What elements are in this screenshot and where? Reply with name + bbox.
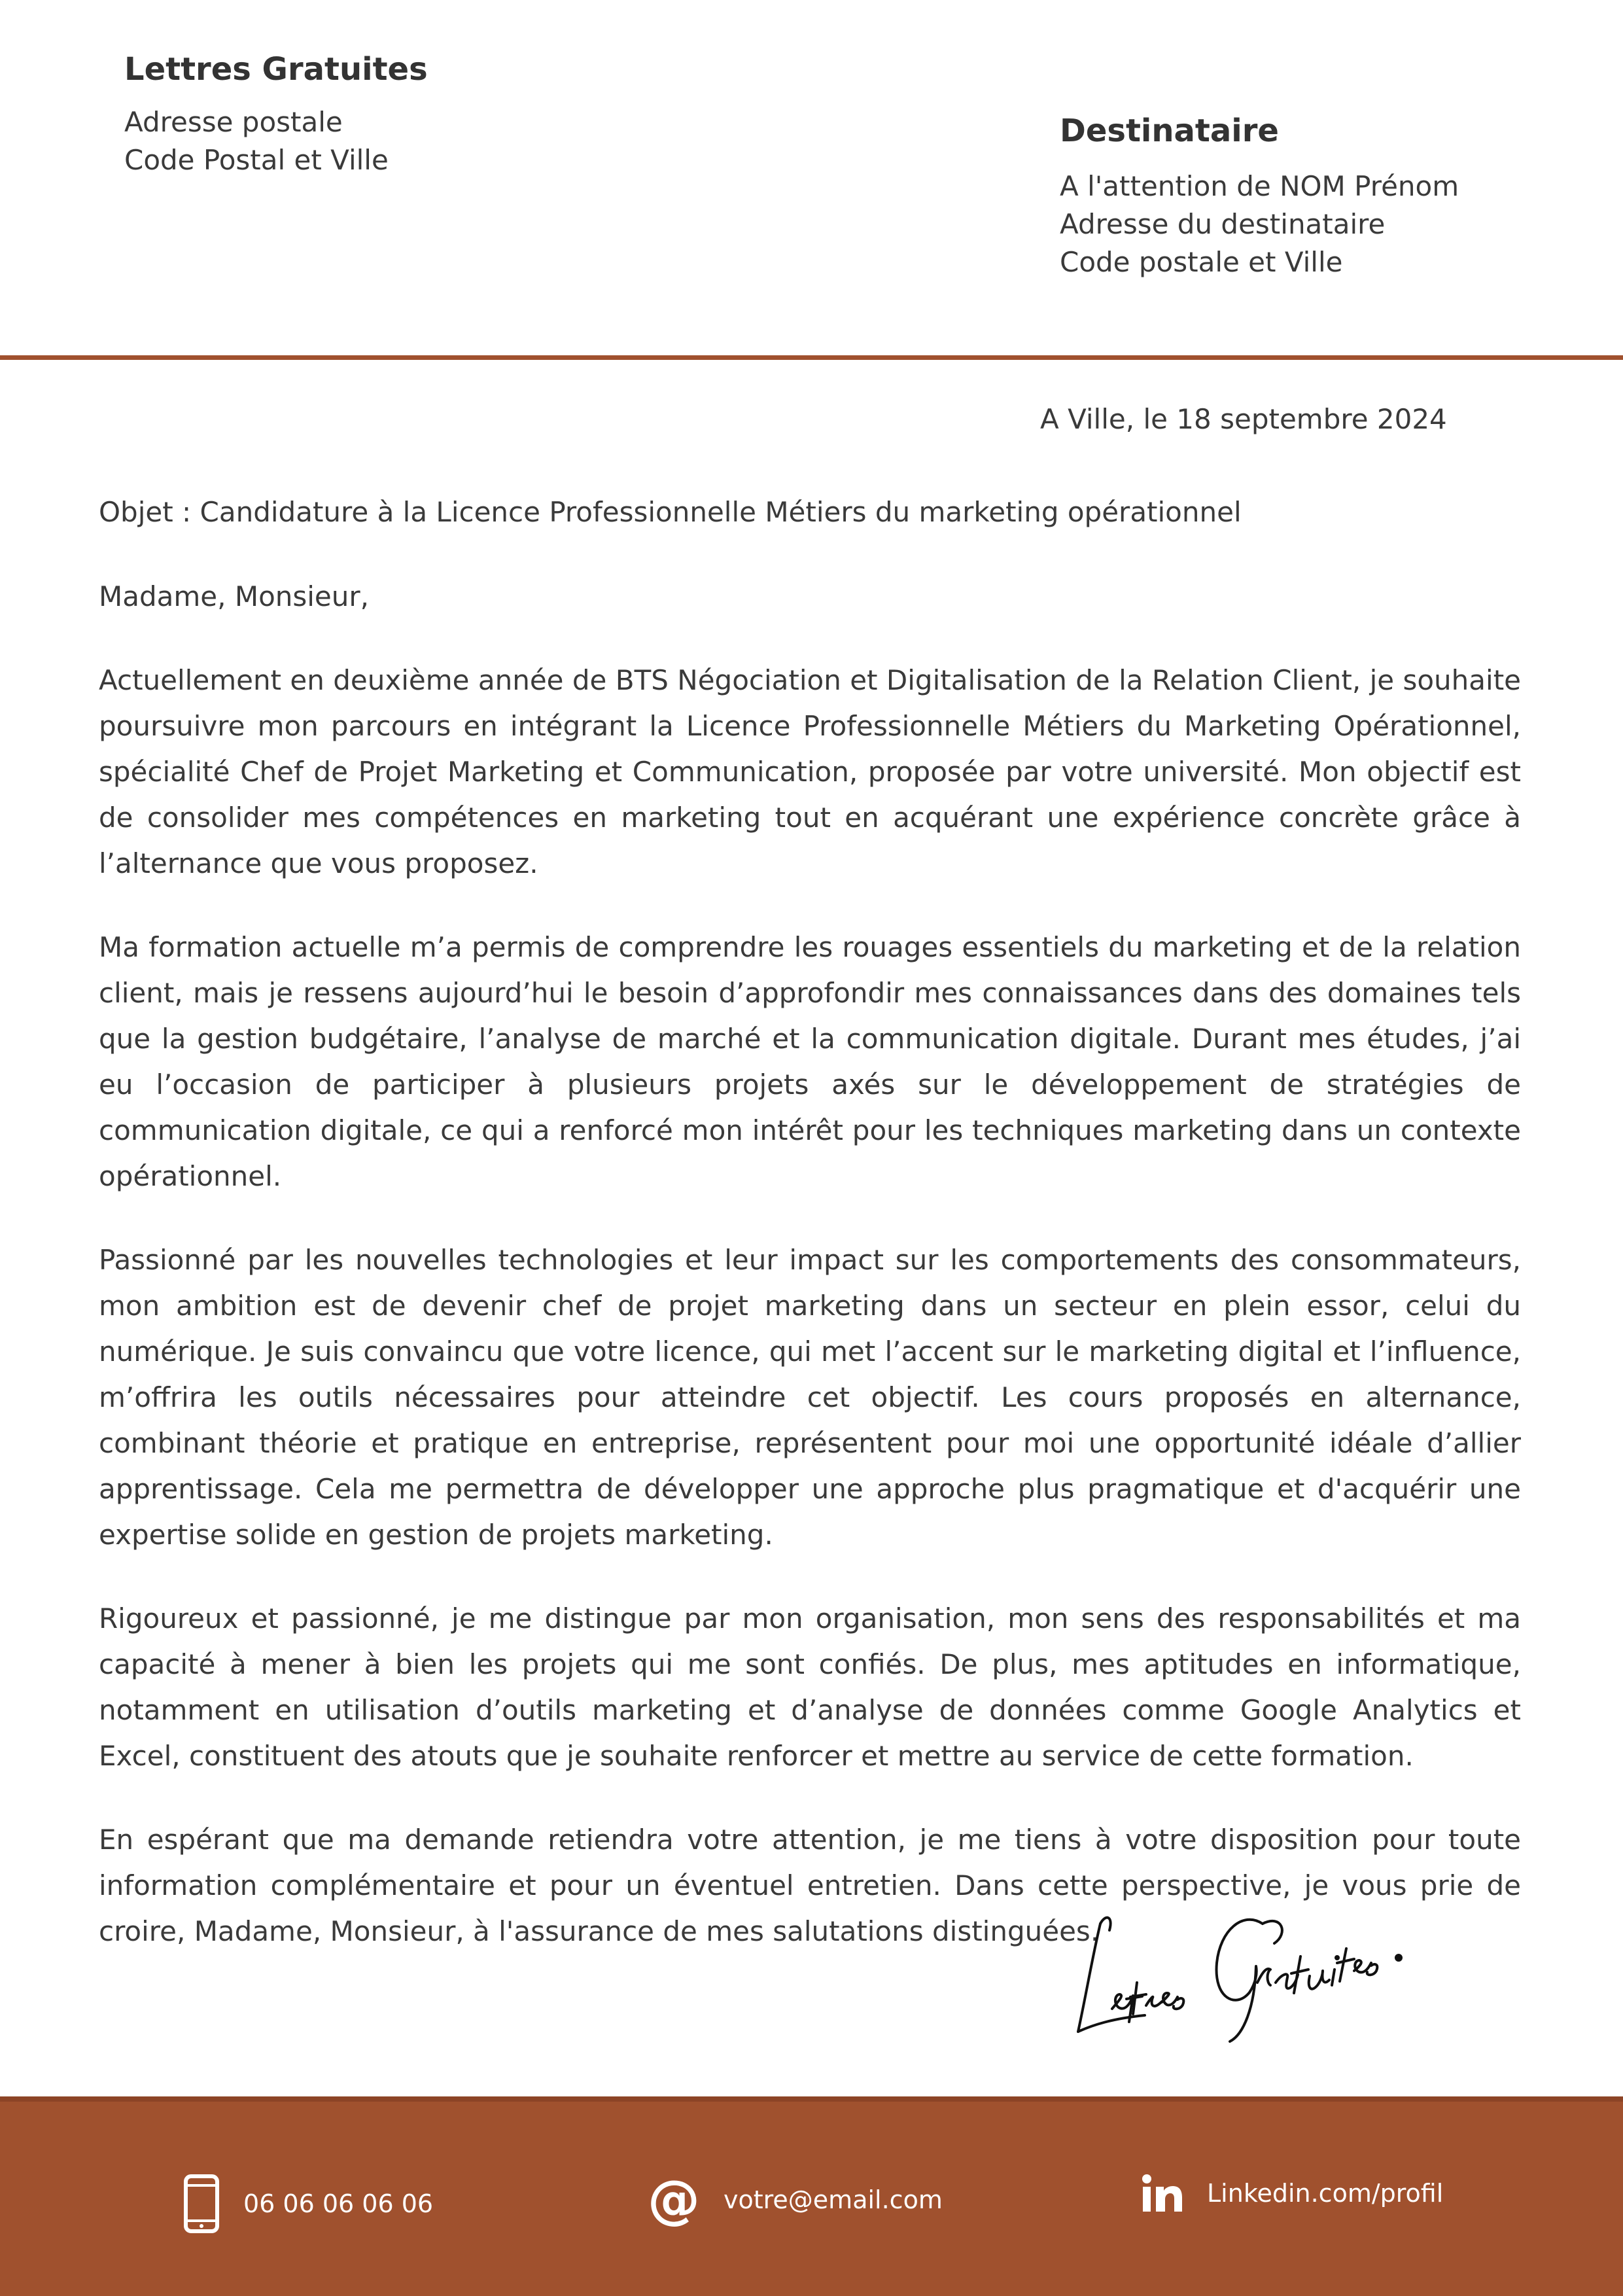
linkedin-url: Linkedin.com/profil	[1207, 2179, 1444, 2208]
recipient-city: Code postale et Ville	[1060, 245, 1343, 278]
at-icon: @	[648, 2169, 700, 2230]
header-divider	[0, 355, 1623, 360]
footer-linkedin[interactable]	[1142, 2174, 1443, 2213]
footer-email[interactable]	[648, 2169, 943, 2230]
body-paragraph: Actuellement en deuxième année de BTS Négociation et Digitalisation de la Relation Client, je souhaite poursuivre mon parcours en intégrant la Licence Professionnelle Métiers du Marketing Opérationnel, spécialité Chef de Projet Marketing et Communication, proposée par votre université. Mon objectif est de consolider mes compétences en marketing tout en acquérant une expérience concrète grâce à l’alternance que vous proposez.	[99, 664, 1521, 879]
recipient-block	[1060, 113, 1459, 281]
linkedin-icon	[1142, 2174, 1183, 2213]
letter-body	[99, 658, 1521, 1992]
recipient-attention: A l'attention de NOM Prénom	[1060, 169, 1459, 202]
phone-icon	[183, 2174, 220, 2234]
body-paragraph: Passionné par les nouvelles technologies et leur impact sur les comportements des consommateurs, mon ambition est de devenir chef de projet marketing dans un secteur en plein essor, celui du numérique. Je suis convaincu que votre licence, qui met l’accent sur le marketing digital et l’influence, m’offrira les outils nécessaires pour atteindre cet objectif. Les cours proposés en alternance, combinant théorie et pratique en entreprise, représentent pour moi une opportunité idéale d’allier apprentissage. Cela me permettra de développer une approche plus pragmatique et d'acquérir une expertise solide en gestion de projets marketing.	[99, 1244, 1521, 1551]
body-paragraph: Rigoureux et passionné, je me distingue par mon organisation, mon sens des responsabilités et ma capacité à mener à bien les projets qui me sont confiés. De plus, mes aptitudes en informatique, notamment en utilisation d’outils marketing et d’analyse de données comme Google Analytics et Excel, constituent des atouts que je souhaite renforcer et mettre au service de cette formation.	[99, 1602, 1521, 1772]
recipient-title: Destinataire	[1060, 113, 1279, 149]
sender-name: Lettres Gratuites	[124, 51, 428, 88]
footer-phone[interactable]	[183, 2174, 433, 2234]
sender-city: Code Postal et Ville	[124, 143, 389, 176]
handwritten-signature	[1066, 1884, 1439, 2055]
sender-address: Adresse postale	[124, 105, 343, 138]
phone-number: 06 06 06 06 06	[243, 2189, 434, 2218]
email-address: votre@email.com	[724, 2185, 943, 2214]
contact-footer	[0, 2096, 1623, 2296]
recipient-address: Adresse du destinataire	[1060, 207, 1386, 240]
letter-date: A Ville, le 18 septembre 2024	[1040, 403, 1447, 435]
letter-greeting: Madame, Monsieur,	[99, 580, 370, 612]
body-paragraph: En espérant que ma demande retiendra votre attention, je me tiens à votre disposition pour toute information complémentaire et pour un éventuel entretien. Dans cette perspective, je vous prie de croire, Madame, Monsieur, à l'assurance de mes salutations distinguées.	[99, 1824, 1521, 1947]
letter-subject: Objet : Candidature à la Licence Professionnelle Métiers du marketing opérationnel	[99, 496, 1242, 528]
sender-block	[124, 51, 428, 179]
body-paragraph: Ma formation actuelle m’a permis de comprendre les rouages essentiels du marketing et de la relation client, mais je ressens aujourd’hui le besoin d’approfondir mes connaissances dans des domaines tels que la gestion budgétaire, l’analyse de marché et la communication digitale. Durant mes études, j’ai eu l’occasion de participer à plusieurs projets axés sur le développement de stratégies de communication digitale, ce qui a renforcé mon intérêt pour les techniques marketing dans un contexte opérationnel.	[99, 931, 1521, 1192]
